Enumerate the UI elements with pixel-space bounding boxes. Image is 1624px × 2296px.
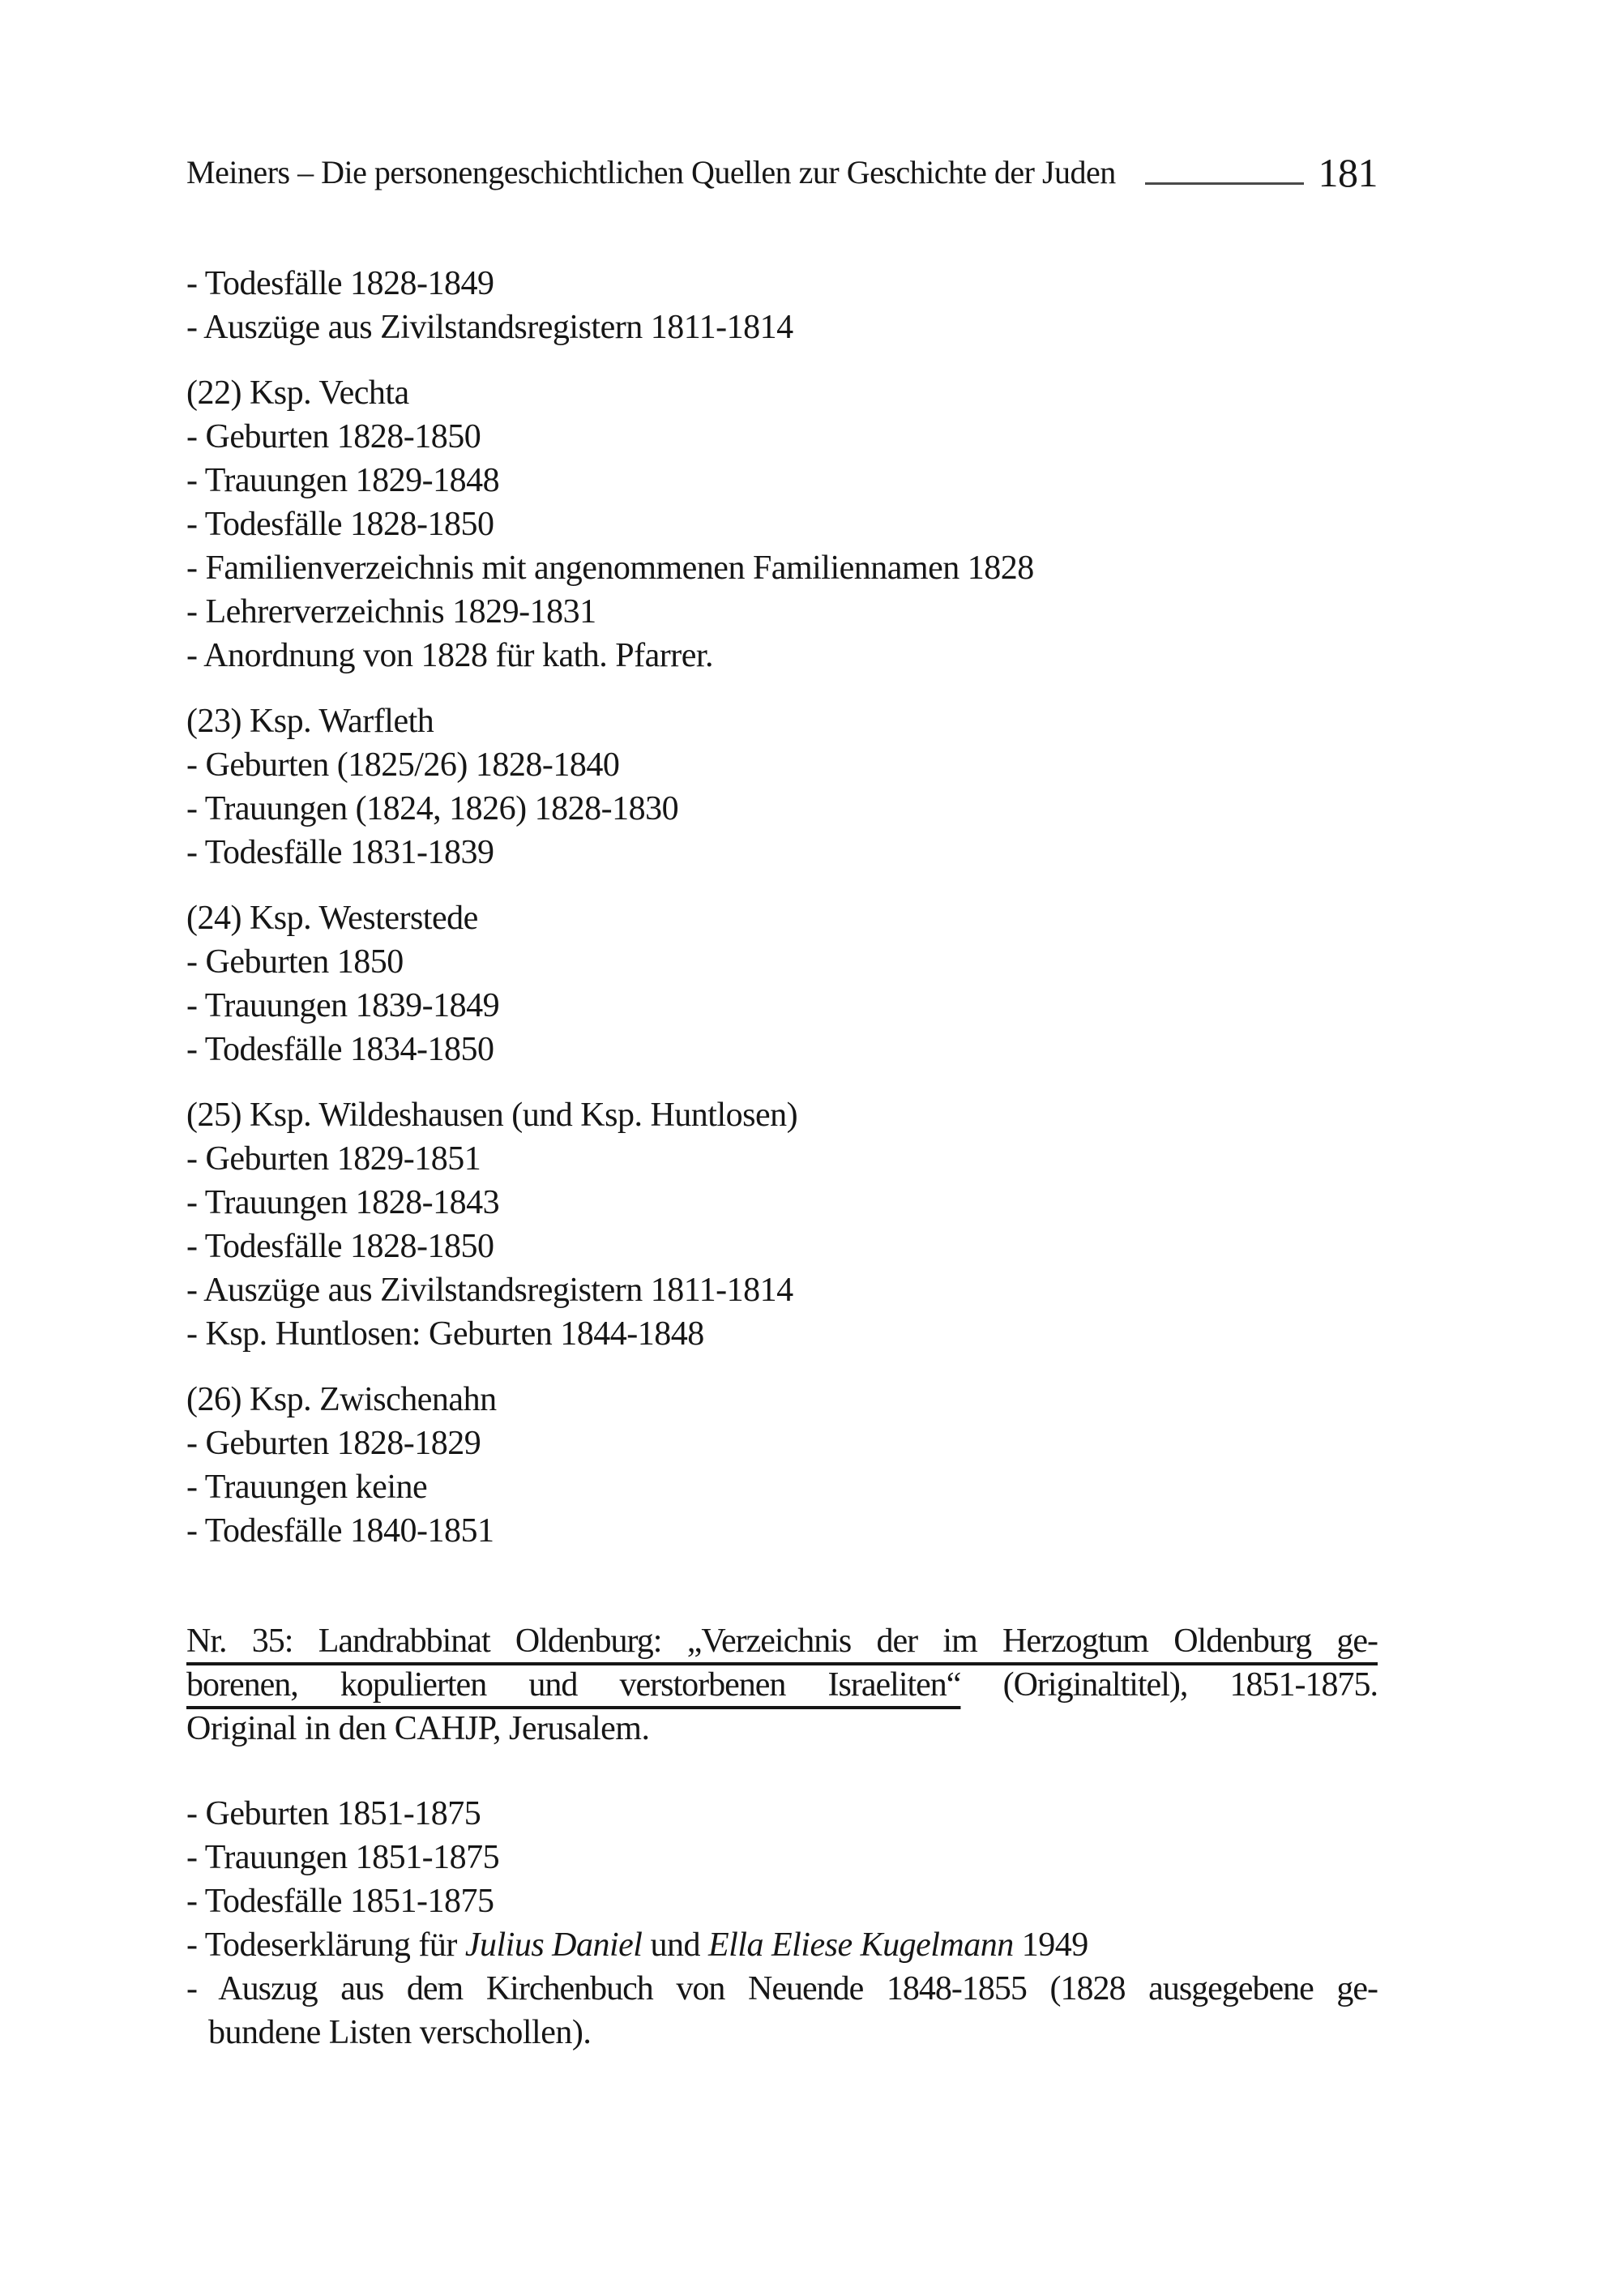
section-ksp-westerstede [186,896,1378,1071]
list-item: - Trauungen (1824, 1826) 1828-1830 [186,790,679,827]
plain-text: und [642,1926,708,1964]
section-ksp-warfleth [186,699,1378,874]
list-item: - Geburten 1851-1875 [186,1795,481,1832]
plain-text: (Originaltitel), 1851-1875. [960,1666,1378,1704]
page-header [186,151,1378,195]
entry-35-paragraph [186,1619,1378,1751]
section-heading: (24) Ksp. Westerstede [186,900,478,937]
list-item: - Geburten 1850 [186,943,404,981]
section-heading: (22) Ksp. Vechta [186,374,409,412]
section-ksp-wildeshausen [186,1093,1378,1356]
list-item: - Trauungen 1828-1843 [186,1184,500,1221]
list-item: - Trauungen 1839-1849 [186,987,500,1024]
list-item: - Ksp. Huntlosen: Geburten 1844-1848 [186,1315,704,1353]
plain-text: - Todeserklärung für [186,1926,465,1964]
list-item-extract-line-2: bundene Listen verschollen). [208,2014,592,2051]
page-number: 181 [1318,150,1378,195]
running-title: Meiners – Die personengeschichtlichen Quellen zur Geschichte der Juden [186,154,1116,190]
list-item: - Geburten 1828-1850 [186,418,481,455]
section-ksp-zwischenahn [186,1378,1378,1553]
list-item: - Todesfälle 1828-1850 [186,1228,494,1265]
list-item: - Todesfälle 1831-1839 [186,834,494,871]
list-item: - Geburten 1829-1851 [186,1140,481,1178]
list-item: - Todesfälle 1834-1850 [186,1031,494,1068]
entry-35-list [186,1792,1378,2054]
list-item-death-declaration [186,1923,1378,1967]
plain-text: 1949 [1013,1926,1088,1964]
underlined-text: Nr. 35: Landrabbinat Oldenburg: „Verzeichnis der im Herzogtum Oldenburg ge- [186,1623,1378,1660]
entry-35-title-line-2 [186,1663,1378,1707]
section-heading: (25) Ksp. Wildeshausen (und Ksp. Huntlosen) [186,1097,798,1134]
entry-35-title-line-3: Original in den CAHJP, Jerusalem. [186,1710,650,1747]
section-heading: (23) Ksp. Warfleth [186,703,434,740]
list-item: - Geburten 1828-1829 [186,1425,481,1462]
list-item: - Trauungen 1829-1848 [186,462,500,499]
list-item: - Trauungen 1851-1875 [186,1839,500,1876]
person-name-italic: Ella Eliese Kugelmann [707,1926,1014,1964]
underlined-text: borenen, kopulierten und verstorbenen Israeliten“ [186,1666,961,1704]
list-item: - Todesfälle 1828-1849 [186,265,494,302]
header-rule [1145,182,1304,185]
intro-list [186,262,1378,349]
section-ksp-vechta [186,371,1378,678]
list-item: - Geburten (1825/26) 1828-1840 [186,746,620,784]
list-item: - Lehrerverzeichnis 1829-1831 [186,593,596,631]
list-item: - Familienverzeichnis mit angenommenen Familiennamen 1828 [186,549,1034,587]
list-item: - Trauungen keine [186,1469,428,1506]
list-item: - Auszüge aus Zivilstandsregistern 1811-1814 [186,1272,793,1309]
list-item: - Auszüge aus Zivilstandsregistern 1811-1814 [186,309,793,346]
list-item: - Todesfälle 1851-1875 [186,1883,494,1920]
person-name-italic: Julius Daniel [464,1926,643,1964]
entry-35-title-line-1 [186,1619,1378,1663]
list-item: - Todesfälle 1828-1850 [186,506,494,543]
list-item-extract-line-1: - Auszug aus dem Kirchenbuch von Neuende 1848-1855 (1828 ausgegebene ge- [186,1970,1378,2007]
list-item: - Todesfälle 1840-1851 [186,1512,494,1550]
section-heading: (26) Ksp. Zwischenahn [186,1381,497,1418]
list-item: - Anordnung von 1828 für kath. Pfarrer. [186,637,714,674]
